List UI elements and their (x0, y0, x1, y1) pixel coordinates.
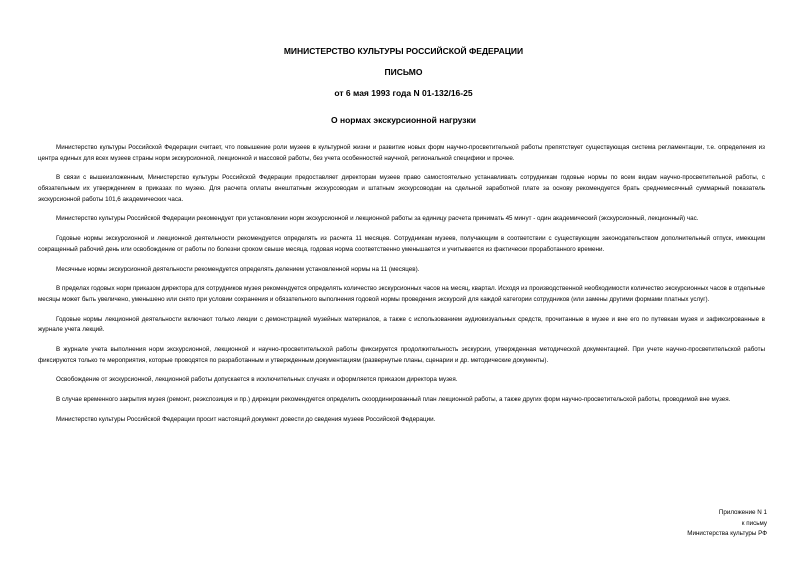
paragraph: В связи с вышеизложенным, Министерство культуры Российской Федерации предоставляет директорам музеев право самостоятельно устанавливать сотрудникам годовые нормы по всем видам научно-просветительной работы, с обязательным их утверждением в приказах по музею. Для расчета оплаты внештатным экскурсоводам и штатным экскурсоводам на сдельной заработной плате за основу рекомендуется брать среднемесячный суммарный показатель экскурсионной работы 101,6 академических часа. (38, 174, 765, 203)
paragraph: Годовые нормы экскурсионной и лекционной деятельности рекомендуется определять из расчета 11 месяцев. Сотрудникам музеев, получающим в соответствии с существующим законодательством дополнительный отпуск, имеющим сокращенный рабочий день или освобождение от работы по болезни сроком свыше месяца, годовая норма соответственно уменьшается и учитывается из фактически проработанного времени. (38, 235, 765, 253)
letter-body (38, 143, 765, 435)
paragraph: Министерство культуры Российской Федерации просит настоящий документ довести до сведения музеев Российской Федерации. (56, 415, 436, 423)
paragraph: Освобождение от экскурсионной, лекционной работы допускается в исключительных случаях и оформляется приказом директора музея. (56, 376, 458, 384)
date-number: от 6 мая 1993 года N 01-132/16-25 (334, 88, 473, 98)
paragraph: Министерство культуры Российской Федерации считает, что повышение роли музеев в культурной жизни и развитие новых форм научно-просветительной работы препятствует существующая система регламентации, т.е. определения из центра единых для всех музеев страны норм экскурсионной, лекционной и массовой работы, без учета особенностей научной, региональной специфики и прочее. (38, 144, 765, 162)
document-title: О нормах экскурсионной нагрузки (331, 115, 476, 125)
appendix-ministry: Министерства культуры РФ (687, 530, 767, 537)
paragraph: В случае временного закрытия музея (ремонт, реэкспозиция и пр.) дирекции рекомендуется определить скоординированный план лекционной работы, а также других форм научно-просветительской работы, проводимой вне музея. (56, 396, 731, 404)
paragraph: В пределах годовых норм приказом директора для сотрудников музея рекомендуется определять количество экскурсионных часов на месяц, квартал. Исходя из производственной необходимости количество экскурсионных часов в отдельные месяцы может быть увеличено, уменьшено или снято при условии сохранения и обязательного выполнения годовой нормы проведения экскурсий для каждой категории сотрудников (или замены другими формами платных услуг). (38, 285, 765, 303)
paragraph: В журнале учета выполнения норм экскурсионной, лекционной и научно-просветительской работы фиксируется продолжительность экскурсии, утвержденная методической документацией. При учете научно-просветительской работы фиксируются только те мероприятия, которые проводятся по разработанным и утвержденным документациям (развернутые планы, сценарии и др. методические документы). (38, 346, 765, 364)
appendix-number: Приложение N 1 (718, 509, 767, 516)
paragraph: Годовые нормы лекционной деятельности включают только лекции с демонстрацией музейных материалов, а также с использованием аудиовизуальных средств, прочитанные в музее и вне его по путевкам музея и зафиксированные в журнале учета лекций. (38, 315, 765, 334)
ministry-heading: МИНИСТЕРСТВО КУЛЬТУРЫ РОССИЙСКОЙ ФЕДЕРАЦИИ (283, 46, 524, 56)
document-type: ПИСЬМО (384, 67, 423, 77)
paragraph: Министерство культуры Российской Федерации рекомендует при установлении норм экскурсионной и лекционной работы за единицу расчета принимать 45 минут - один академический (экскурсионный, лекционный) час. (56, 215, 699, 223)
appendix-reference (687, 508, 767, 540)
appendix-letter-ref: к письму (741, 519, 767, 527)
paragraph: Месячные нормы экскурсионной деятельности рекомендуется определять делением установленной нормы на 11 (месяцев). (56, 265, 420, 273)
